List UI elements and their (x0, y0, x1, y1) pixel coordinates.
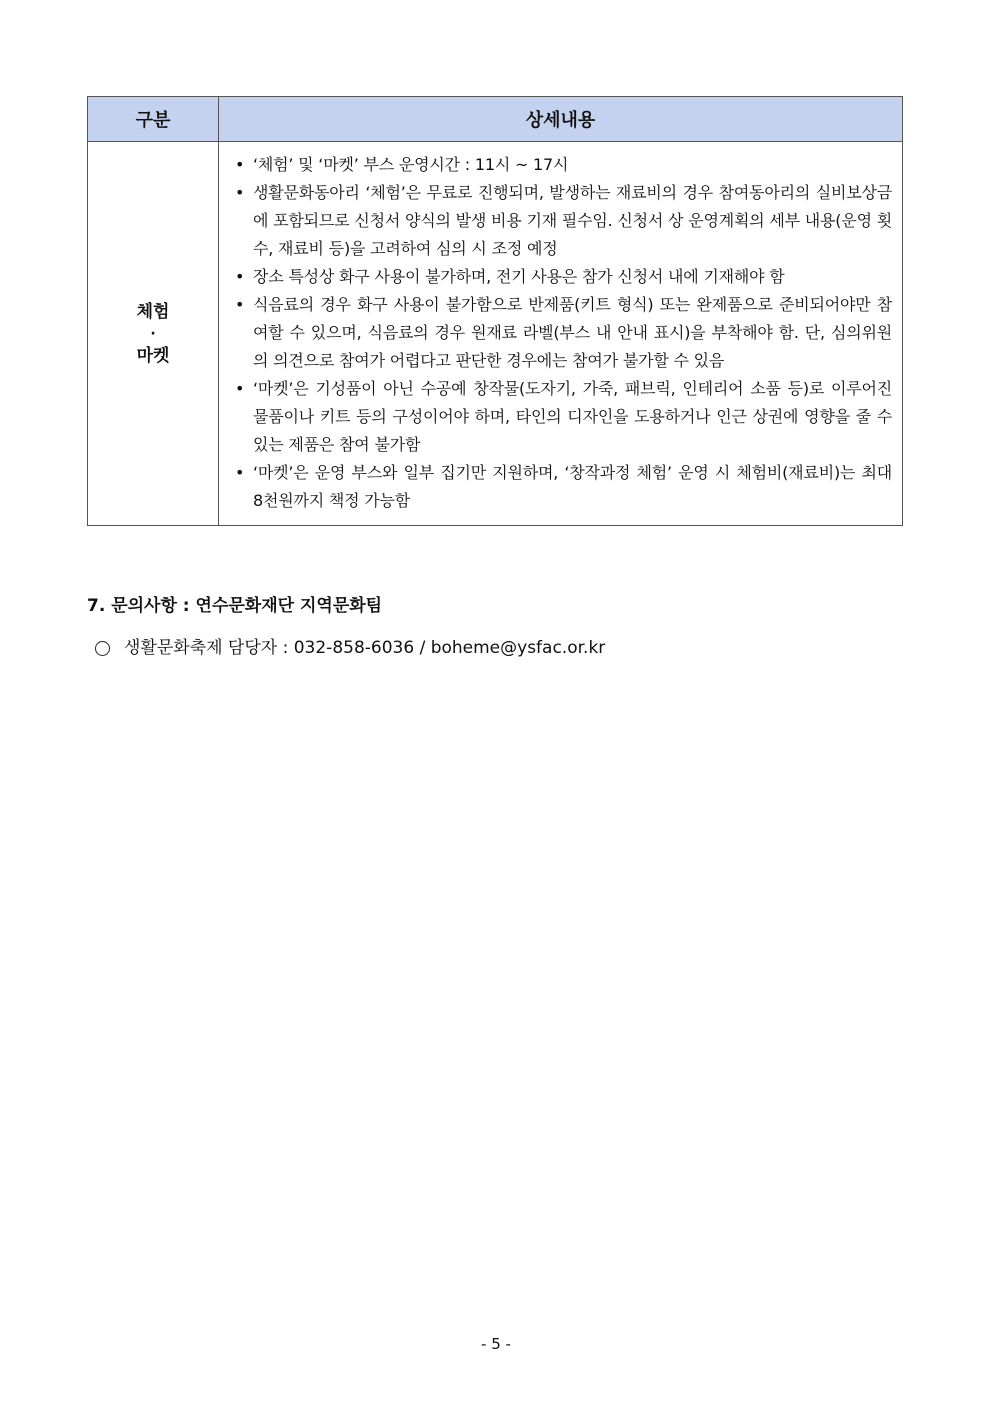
list-item-text: 식음료의 경우 화구 사용이 불가함으로 반제품(키트 형식) 또는 완제품으로 준비되어야만 참여할 수 있으며, 식음료의 경우 원재료 라벨(부스 내 안내 표시)을 부착해야 함. 단, 심의위원의 의견으로 참여가 어렵다고 판단한 경우에는 참여가 불가할 수 있음 (253, 295, 892, 370)
category-label-market: 마켓 (136, 345, 170, 366)
header-details: 상세내용 (219, 97, 903, 142)
list-item (233, 291, 892, 375)
list-item-text: ‘체험’ 및 ‘마켓’ 부스 운영시간 : 11시 ~ 17시 (253, 155, 569, 174)
contact-text: 생활문화축제 담당자 : 032-858-6036 / boheme@ysfac.or.kr (124, 638, 606, 658)
list-item-text: ‘마켓’은 기성품이 아닌 수공예 창작물(도자기, 가죽, 패브릭, 인테리어 소품 등)로 이루어진 물품이나 키트 등의 구성이어야 하며, 타인의 디자인을 도용하거나 인근 상권에 영향을 줄 수 있는 제품은 참여 불가함 (253, 379, 892, 454)
details-list (233, 151, 892, 515)
category-separator-dot: · (150, 325, 156, 342)
category-label-experience: 체험 (136, 301, 170, 322)
bullet-icon: • (235, 463, 245, 482)
table-header-row (88, 97, 903, 142)
bullet-icon: • (235, 183, 245, 202)
list-item-text: 생활문화동아리 ‘체험’은 무료로 진행되며, 발생하는 재료비의 경우 참여동아리의 실비보상금에 포함되므로 신청서 양식의 발생 비용 기재 필수임. 신청서 상 운영계획의 세부 내용(운영 횟수, 재료비 등)을 고려하여 심의 시 조정 예정 (253, 183, 892, 258)
header-category: 구분 (88, 97, 219, 142)
contact-line (95, 635, 605, 661)
bullet-icon: • (235, 295, 245, 314)
list-item (233, 151, 892, 179)
list-item (233, 375, 892, 459)
bullet-icon: • (235, 379, 245, 398)
table-row (88, 142, 903, 526)
details-table (87, 96, 903, 526)
details-cell (219, 142, 903, 526)
list-item (233, 459, 892, 515)
list-item-text: 장소 특성상 화구 사용이 불가하며, 전기 사용은 참가 신청서 내에 기재해야 함 (253, 267, 785, 286)
category-cell (88, 142, 219, 526)
list-item (233, 263, 892, 291)
section-heading-inquiry: 7. 문의사항 : 연수문화재단 지역문화팀 (87, 596, 383, 616)
bullet-icon: • (235, 155, 245, 174)
list-item-text: ‘마켓’은 운영 부스와 일부 집기만 지원하며, ‘창작과정 체험’ 운영 시 체험비(재료비)는 최대 8천원까지 책정 가능함 (253, 463, 892, 510)
page-number: - 5 - (481, 1335, 511, 1353)
circle-bullet-icon (95, 641, 110, 656)
bullet-icon: • (235, 267, 245, 286)
list-item (233, 179, 892, 263)
